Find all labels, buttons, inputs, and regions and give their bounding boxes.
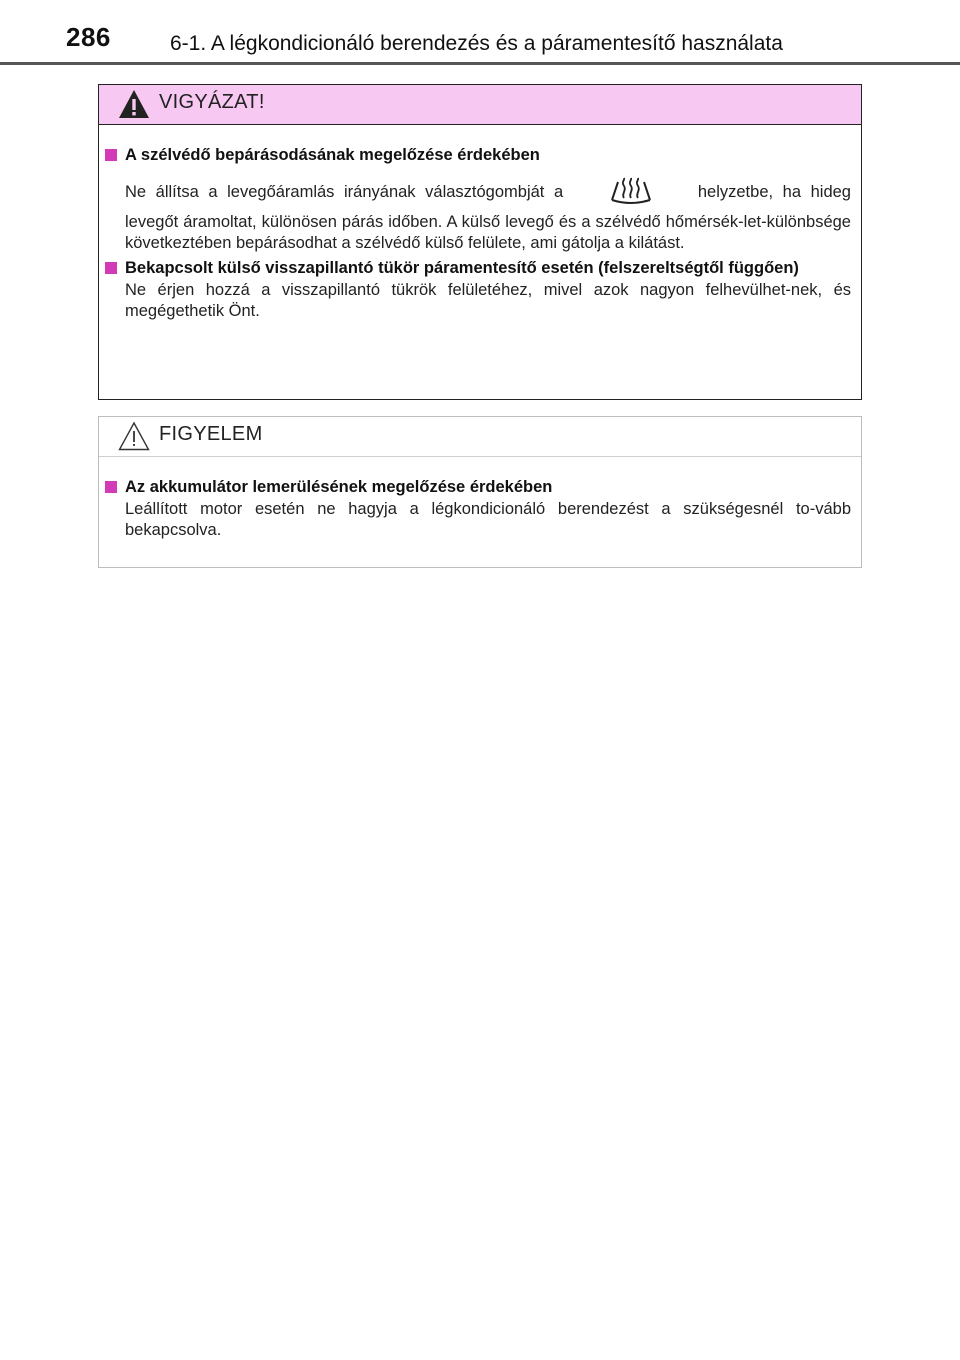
- section-text: Leállított motor esetén ne hagyja a légkondicionáló berendezést a szükségesnél to-vább bekapcsolva.: [125, 500, 851, 539]
- warning-outline-icon: [118, 420, 150, 452]
- notice-box: [98, 416, 862, 568]
- caution-section-2: [99, 258, 861, 322]
- section-text: levegőt áramoltat, különösen párás időben. A külső levegő és a szélvédő hőmérsék-let-különbsége következtében bepárásodhat a szélvédő külső felülete, ami gátolja a kilátást.: [125, 213, 851, 252]
- square-bullet-icon: [105, 149, 117, 161]
- section-text: Ne érjen hozzá a visszapillantó tükrök felületéhez, mivel azok nagyon felhevülhet-nek, és megégethetik Önt.: [125, 281, 851, 320]
- notice-section-1: [99, 477, 861, 541]
- header-divider: [0, 62, 960, 65]
- page-header: [0, 0, 960, 64]
- notice-title: FIGYELEM: [159, 423, 263, 445]
- caution-section-1: [99, 145, 861, 254]
- windshield-defroster-icon: [609, 176, 653, 208]
- caution-title: VIGYÁZAT!: [159, 91, 265, 113]
- section-text-line: Ne állítsa a levegőáramlás irányának választógombját a helyzetbe, ha hideg: [125, 176, 851, 208]
- section-heading: Bekapcsolt külső visszapillantó tükör páramentesítő esetén (felszereltségtől függően): [125, 258, 851, 279]
- chapter-title: 6-1. A légkondicionáló berendezés és a páramentesítő használata: [170, 32, 783, 55]
- section-heading: Az akkumulátor lemerülésének megelőzése érdekében: [125, 477, 851, 498]
- warning-filled-icon: [118, 88, 150, 120]
- notice-header: [99, 417, 861, 457]
- caution-header: [99, 85, 861, 125]
- square-bullet-icon: [105, 262, 117, 274]
- section-heading: A szélvédő bepárásodásának megelőzése érdekében: [125, 145, 851, 166]
- caution-box: [98, 84, 862, 400]
- square-bullet-icon: [105, 481, 117, 493]
- page-number: 286: [66, 22, 111, 52]
